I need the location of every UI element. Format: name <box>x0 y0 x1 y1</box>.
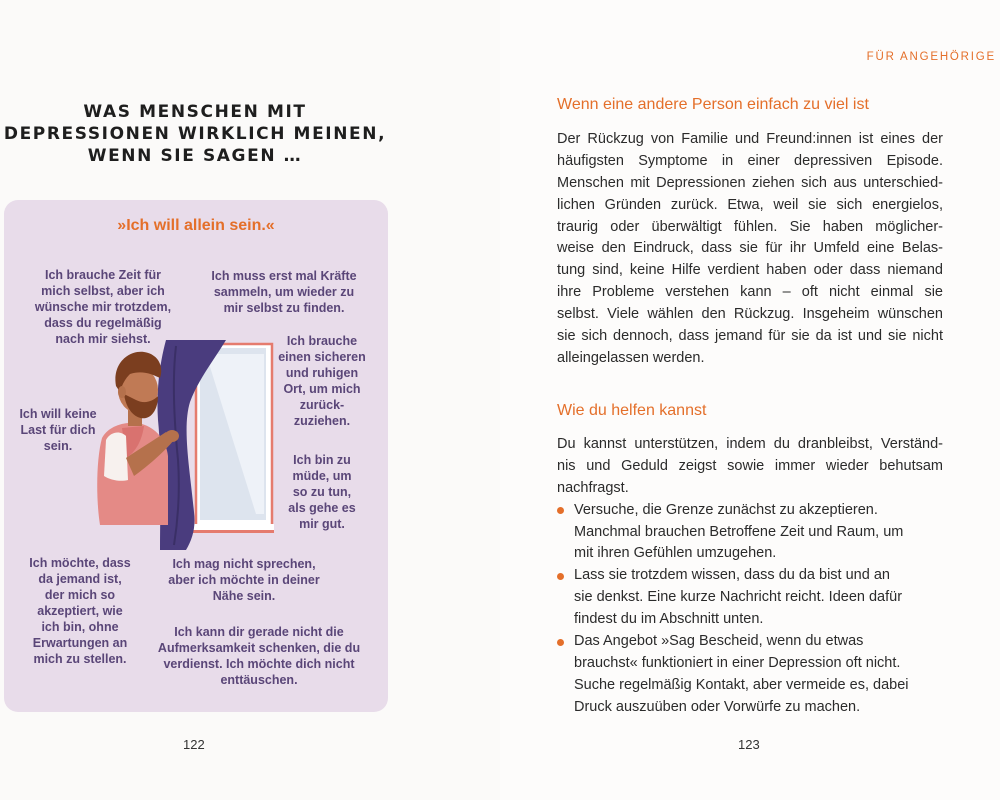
man-at-window-illustration <box>86 340 286 550</box>
section-heading-rueckzug: Wenn eine andere Person einfach zu viel ist <box>557 96 869 113</box>
bullet-line: Versuche, die Grenze zunächst zu akzeptieren. <box>574 501 878 518</box>
text-line: alleingelassen werden. <box>557 349 705 366</box>
statement-line: einen sicheren <box>278 350 366 364</box>
statement-line: zuziehen. <box>293 414 351 428</box>
bullet-item <box>557 500 943 566</box>
statement-line: akzeptiert, wie <box>37 604 123 618</box>
statement-line: aber ich möchte in deiner <box>168 573 320 587</box>
bullet-dot-icon <box>557 573 564 580</box>
text-line: sie sich dennoch, dass jemand für sie da ist und sie nicht <box>557 328 943 345</box>
bullet-line: Manchmal brauchen Betroffene Zeit und Raum, um <box>574 523 904 540</box>
title-line: WAS MENSCHEN MIT <box>83 102 307 122</box>
text-line: selbst. Viele wählen den Rückzug. Insgeheim wünschen <box>557 306 943 323</box>
bullet-item <box>557 565 943 631</box>
running-head: FÜR ANGEHÖRIGE <box>866 51 996 63</box>
statement-line: Ich brauche <box>286 334 358 348</box>
bullet-line: brauchst« funktioniert in einer Depression oft nicht. <box>574 654 901 671</box>
bullet-line: mit ihren Gefühlen umzugehen. <box>574 545 777 562</box>
right-page <box>500 0 1000 800</box>
statement-ort <box>272 333 372 429</box>
page-number-right: 123 <box>738 737 760 752</box>
statement-muede <box>276 452 368 532</box>
statement-line: sein. <box>43 439 73 453</box>
statement-line: dass du regelmäßig <box>44 316 162 330</box>
statement-line: Nähe sein. <box>212 589 276 603</box>
text-line: Der Rückzug von Familie und Freund:innen ist eines der <box>557 131 943 147</box>
statement-line: müde, um <box>292 469 352 483</box>
statement-line: der mich so <box>44 588 116 602</box>
bullet-dot-icon <box>557 507 564 514</box>
section-body-rueckzug <box>557 129 943 370</box>
statement-line: verdienst. Ich möchte dich nicht <box>163 657 355 671</box>
man-sleeve <box>104 433 128 481</box>
text-line: Du kannst unterstützen, indem du dranbleibst, Verständ- <box>557 436 943 452</box>
statement-line: und ruhigen <box>285 366 359 380</box>
bullet-item <box>557 631 943 719</box>
statement-line: enttäuschen. <box>220 673 298 687</box>
statement-line: zurück- <box>299 398 345 412</box>
statement-akzeptiert <box>12 555 148 667</box>
section-heading-helfen: Wie du helfen kannst <box>557 402 707 419</box>
title-line: DEPRESSIONEN WIRKLICH MEINEN, <box>3 124 387 144</box>
man-hand <box>165 430 179 442</box>
statement-line: Ich brauche Zeit für <box>45 268 161 282</box>
text-line: ihre Probleme verstehen kann – oft nicht einmal sie <box>557 284 943 301</box>
bullet-line: Suche regelmäßig Kontakt, aber vermeide es, dabei <box>574 676 909 693</box>
statement-line: Last für dich <box>20 423 96 437</box>
statement-line: Erwartungen an <box>32 636 128 650</box>
section-body-helfen <box>557 434 943 719</box>
text-line: traurig oder überwältigt fühlen. Sie haben möglicher- <box>557 218 943 235</box>
statement-line: Ich möchte, dass <box>29 556 131 570</box>
statement-line: mich selbst, aber ich <box>41 284 165 298</box>
text-line: Menschen mit Depressionen ziehen sich aus unterschied- <box>557 174 943 191</box>
bullet-dot-icon <box>557 639 564 646</box>
man-ear <box>118 386 126 398</box>
statement-zeit <box>18 267 188 347</box>
text-line: tung sind, keine Hilfe verdient haben oder dass niemand <box>557 262 943 279</box>
statement-line: so zu tun, <box>292 485 352 499</box>
statement-line: Ich muss erst mal Kräfte <box>211 269 357 283</box>
bullet-line: sie denkst. Eine kurze Nachricht reicht. Ideen dafür <box>574 589 903 606</box>
statement-kraefte <box>199 268 369 316</box>
bullet-line: Druck auszuüben oder Vorwürfe zu machen. <box>574 698 861 715</box>
title-line: WENN SIE SAGEN … <box>87 146 303 166</box>
quote-card <box>4 200 388 712</box>
statement-line: als gehe es <box>288 501 356 515</box>
window-sill-trim <box>190 530 274 533</box>
statement-line: Ich mag nicht sprechen, <box>172 557 316 571</box>
page-number-left: 122 <box>183 737 205 752</box>
statement-line: mich zu stellen. <box>33 652 127 666</box>
statement-sprechen <box>154 556 334 604</box>
statement-line: nach mir siehst. <box>55 332 151 346</box>
statement-line: mir selbst zu finden. <box>223 301 345 315</box>
text-line: häufigsten Symptome in einer depressiven Episode. <box>557 152 943 169</box>
text-line: nachfragst. <box>557 479 629 496</box>
bullet-line: Lass sie trotzdem wissen, dass du da bist und an <box>574 567 890 584</box>
statement-line: da jemand ist, <box>38 572 122 586</box>
statement-line: sammeln, um wieder zu <box>213 285 355 299</box>
text-line: lichen Gründen zurück. Etwa, weil sie sich energielos, <box>557 196 943 213</box>
statement-line: Ich bin zu <box>293 453 351 467</box>
page-title <box>0 101 390 167</box>
statement-line: Ort, um mich <box>283 382 361 396</box>
bullet-line: Das Angebot »Sag Bescheid, wenn du etwas <box>574 633 864 650</box>
bullet-line: findest du im Abschnitt unten. <box>574 611 764 628</box>
statement-line: wünsche mir trotzdem, <box>34 300 172 314</box>
statement-aufmerksamkeit <box>149 624 369 688</box>
card-quote: »Ich will allein sein.« <box>117 217 275 234</box>
statement-line: ich bin, ohne <box>41 620 119 634</box>
statement-line: Aufmerksamkeit schenken, die du <box>157 641 361 655</box>
statement-line: Ich kann dir gerade nicht die <box>174 625 344 639</box>
statement-line: Ich will keine <box>19 407 97 421</box>
statement-line: mir gut. <box>299 517 345 531</box>
text-line: nis und Geduld zeigst sowie immer wieder behutsam <box>557 457 943 474</box>
text-line: weise den Eindruck, dass sie für ihr Umfeld eine Belas- <box>557 240 943 257</box>
